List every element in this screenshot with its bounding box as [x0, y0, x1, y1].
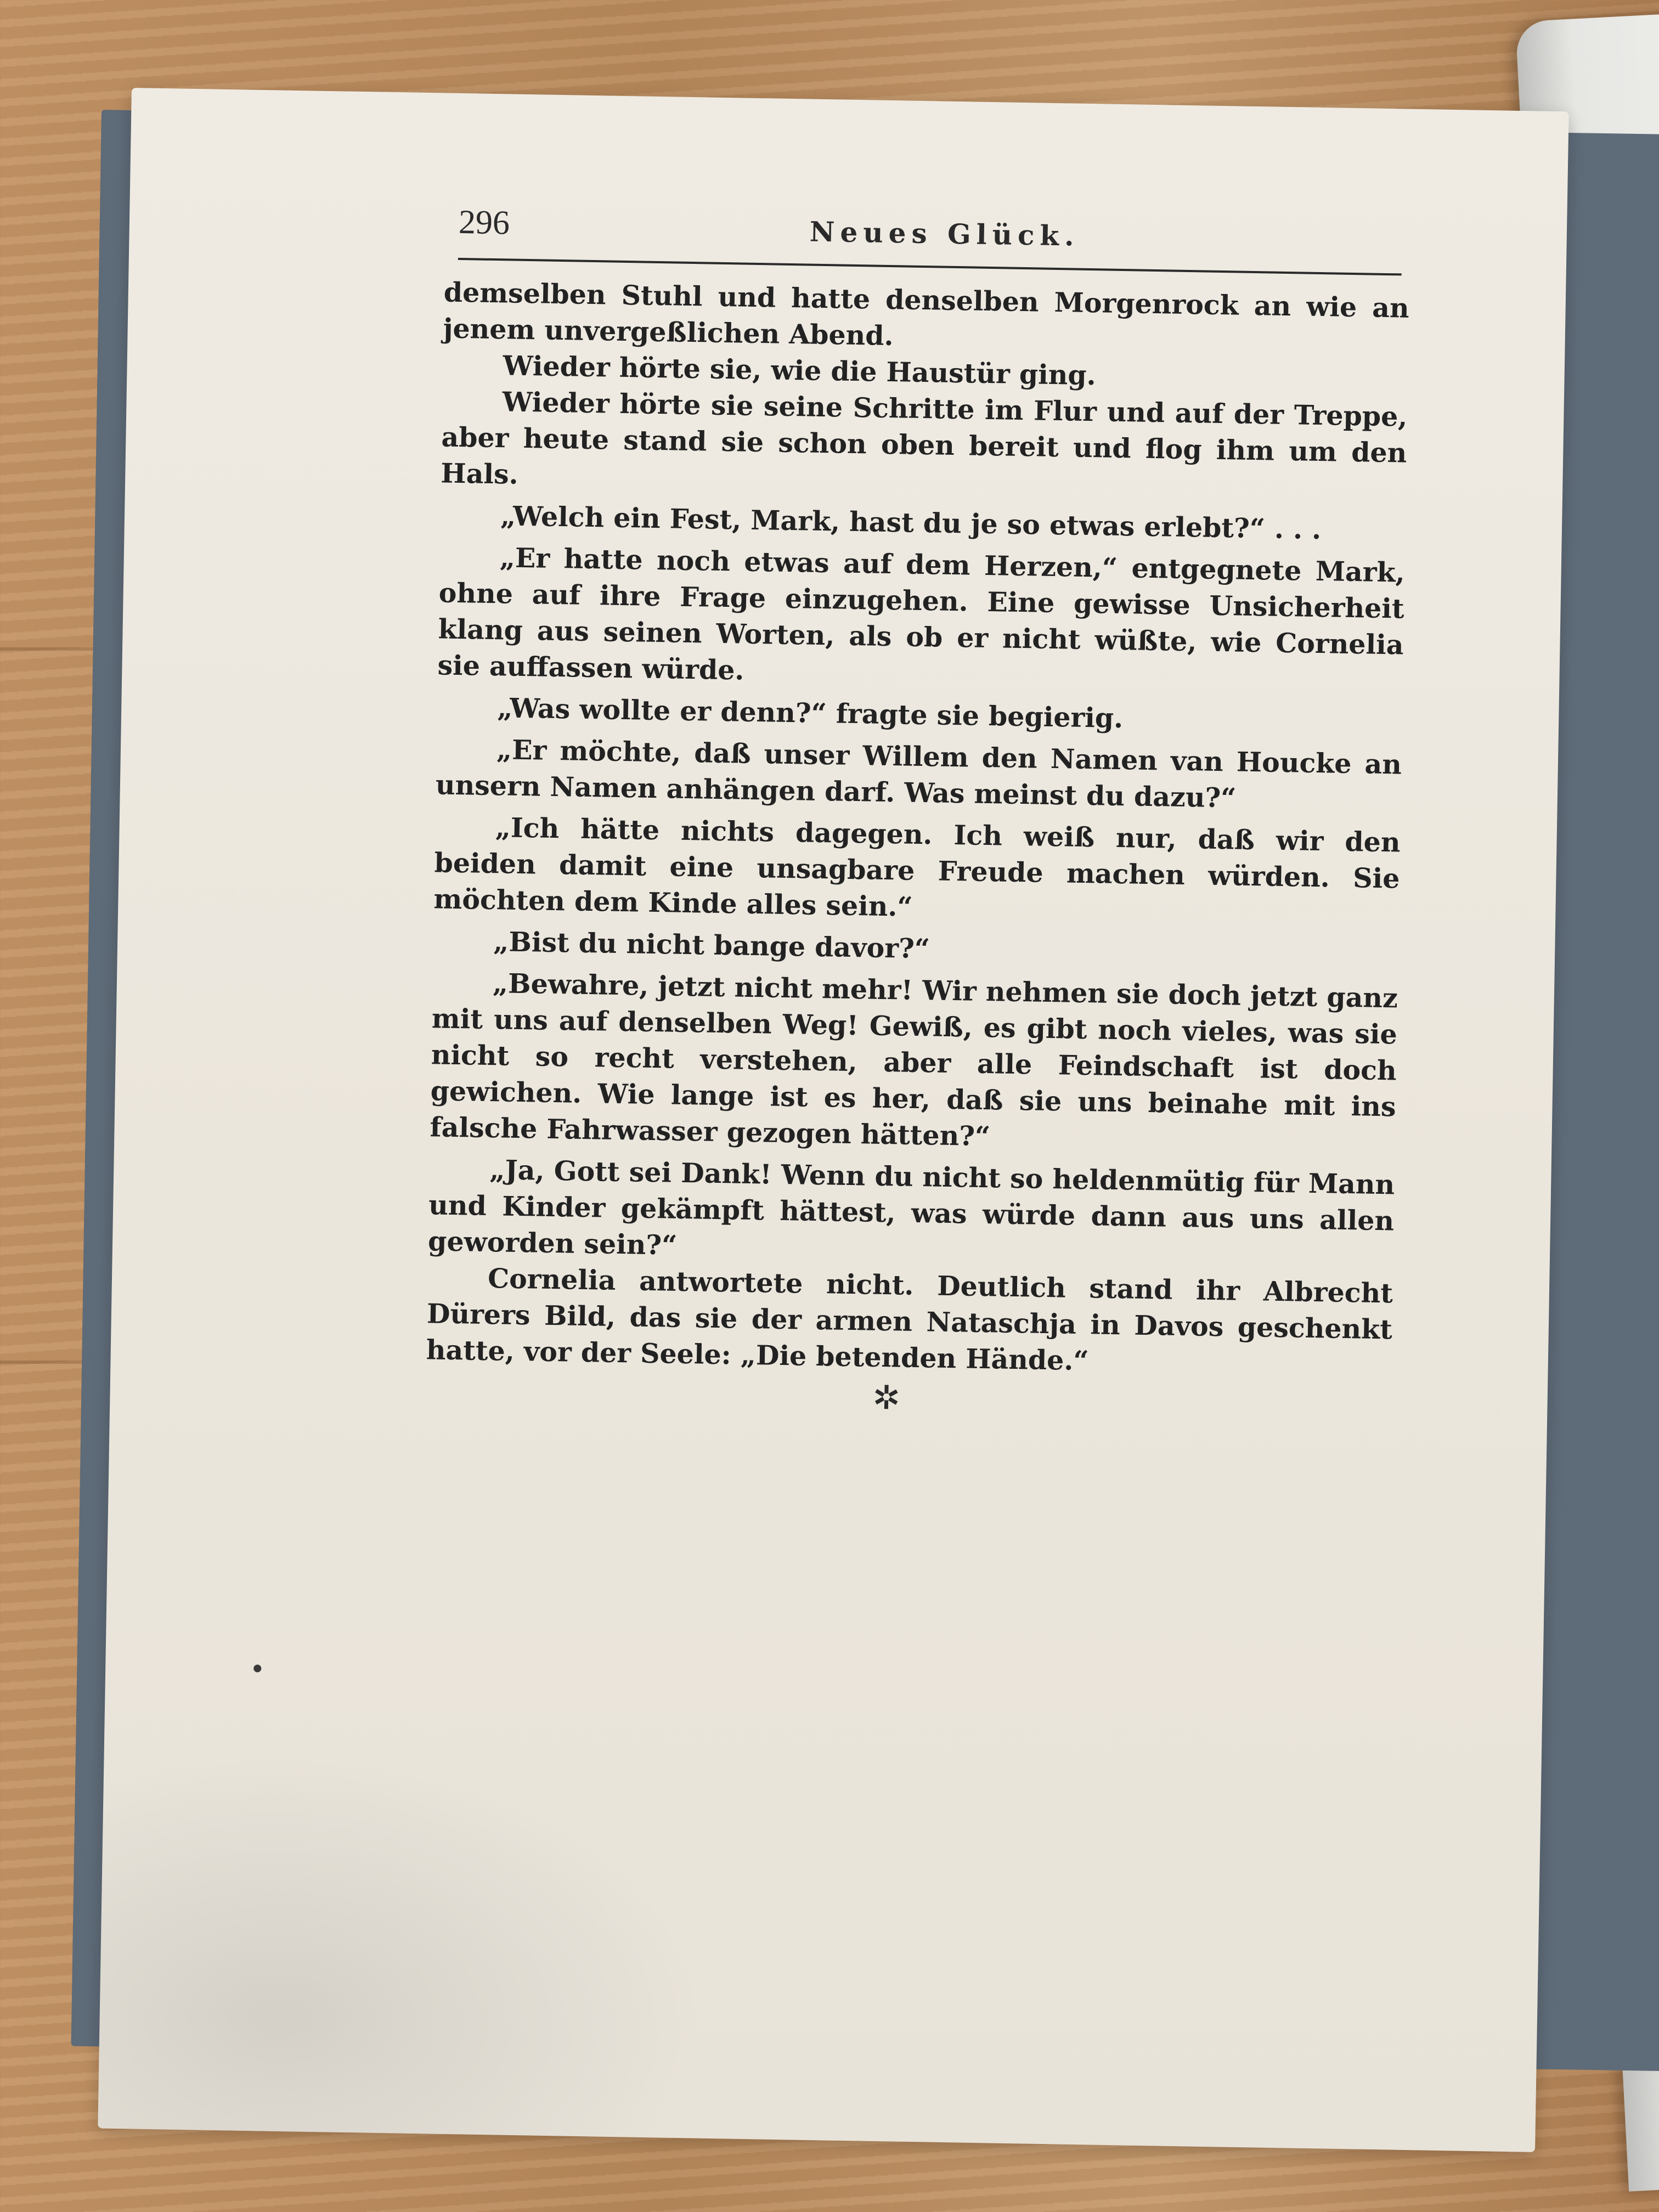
paragraph: Cornelia antwortete nicht. Deutlich stand ihr Albrecht Dürers Bild, das sie der armen Nataschja in Davos geschenkt hatte, vor der Seele: „Die betenden Hände.“: [426, 1262, 1393, 1377]
section-ornament-icon: ✲: [872, 1378, 901, 1418]
paragraph: demselben Stuhl und hatte denselben Morgenrock an wie an jenem unvergeßlichen Abend.: [443, 276, 1410, 352]
paragraph: „Bist du nicht bange davor?“: [493, 926, 930, 965]
paper-speck: [253, 1664, 261, 1672]
paragraph: „Ich hätte nichts dagegen. Ich weiß nur, daß wir den beiden damit eine unsagbare Freude machen würden. Sie möchten dem Kinde alles sein.“: [433, 811, 1401, 923]
paragraph: „Was wollte er denn?“ fragte sie begierig.: [496, 692, 1124, 735]
page-header: [458, 198, 1403, 276]
paragraph: Wieder hörte sie, wie die Haustür ging.: [503, 349, 1097, 392]
body-text: [426, 274, 1409, 1384]
paragraph: „Er hatte noch etwas auf dem Herzen,“ entgegnete Mark, ohne auf ihre Frage einzugehen. Eine gewisse Unsicherheit klang aus seinen Worten, als ob er nicht wüßte, wie Cornelia sie auffassen würde.: [437, 541, 1406, 686]
paragraph: „Ja, Gott sei Dank! Wenn du nicht so heldenmütig für Mann und Kinder gekämpft hättest, was würde dann aus uns allen geworden sein?“: [427, 1154, 1395, 1261]
paragraph: Wieder hörte sie seine Schritte im Flur und auf der Treppe, aber heute stand sie schon oben bereit und flog ihm um den Hals.: [440, 386, 1408, 490]
paragraph: „Bewahre, jetzt nicht mehr! Wir nehmen sie doch jetzt ganz mit uns auf denselben Weg! Gewiß, es gibt noch vieles, was sie nicht so recht verstehen, aber alle Feindschaft ist doch gewichen. Wie lange ist es her, daß sie uns beinahe mit ins falsche Fahrwasser gezogen hätten?“: [430, 967, 1398, 1153]
paragraph: „Welch ein Fest, Mark, hast du je so etwas erlebt?“ . . .: [500, 500, 1322, 546]
page-number: 296: [458, 203, 510, 242]
hand-shadow: [98, 1745, 707, 2138]
book-page: [98, 88, 1568, 2152]
running-head: Neues Glück.: [809, 215, 1080, 252]
paragraph: „Er möchte, daß unser Willem den Namen van Houcke an unsern Namen anhängen darf. Was meinst du dazu?“: [435, 733, 1402, 814]
